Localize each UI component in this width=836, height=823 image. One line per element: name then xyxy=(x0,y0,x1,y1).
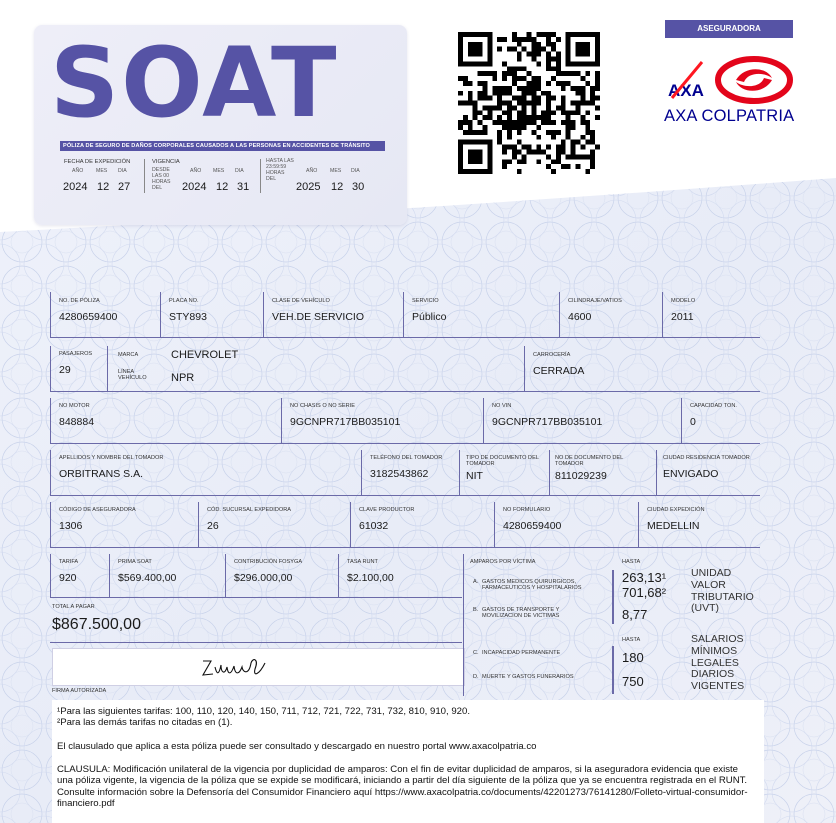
fecha-expedicion-label: FECHA DE EXPEDICIÓN xyxy=(64,159,131,165)
cell-divider xyxy=(160,292,161,338)
carroceria-label: CARROCERÍA xyxy=(533,352,571,358)
cell-tipo-doc xyxy=(466,455,546,482)
runt-value: $2.100,00 xyxy=(347,572,394,585)
amparo-a-letter: A. xyxy=(473,579,479,585)
motor-value: 848884 xyxy=(59,416,95,429)
cell-vin xyxy=(492,403,602,428)
pasajeros-value: 29 xyxy=(59,364,71,377)
amparo-d-value: 750 xyxy=(622,674,644,689)
cell-modelo xyxy=(671,298,695,323)
unit-uvt-line: UNIDAD xyxy=(691,567,732,579)
firma-label: FIRMA AUTORIZADA xyxy=(52,688,107,694)
placa-label: PLACA NO. xyxy=(169,298,199,304)
capacidad-label: CAPACIDAD TON. xyxy=(690,403,737,409)
marca-value: CHEVROLET xyxy=(171,349,239,361)
row-codes xyxy=(50,502,760,548)
total-label: TOTAL A PAGAR xyxy=(52,604,95,610)
unit-smldv-line: MÍNIMOS xyxy=(691,644,738,657)
cell-divider xyxy=(483,398,484,444)
desde-mes: 12 xyxy=(216,181,229,193)
hasta-label: HASTA LAS 23:59:59 HORAS DEL xyxy=(266,158,294,182)
clase-label: CLASE DE VEHÍCULO xyxy=(272,298,330,304)
unit-smldv-line: DIARIOS xyxy=(691,668,735,681)
exp-dia: 27 xyxy=(118,181,131,193)
ciudad-residencia-label: CIUDAD RESIDENCIA TOMADOR xyxy=(663,455,750,461)
cell-divider xyxy=(403,292,404,338)
formulario-label: NO FORMULARIO xyxy=(503,507,551,513)
cilindraje-label: CILINDRAJE/VATIOS xyxy=(568,298,622,304)
cell-divider xyxy=(559,292,560,338)
runt-label: TASA RUNT xyxy=(347,559,378,565)
cell-runt xyxy=(347,559,394,584)
linea-label: LÍNEA VEHÍCULO xyxy=(118,369,147,382)
num-doc-label: NO DE DOCUMENTO DEL TOMADOR xyxy=(555,455,624,468)
amparo-b-letter: B. xyxy=(473,607,479,613)
amparo-bracket-smldv xyxy=(612,646,614,694)
cell-divider xyxy=(656,450,657,496)
unit-uvt-line: (UVT) xyxy=(691,602,719,615)
cell-divider xyxy=(361,450,362,496)
cell-prima xyxy=(118,559,176,584)
cell-divider xyxy=(459,450,460,496)
cell-divider xyxy=(109,554,110,598)
cell-fosyga xyxy=(234,559,302,584)
poliza-label: NO. DE PÓLIZA xyxy=(59,298,100,304)
amparo-bracket-uvt xyxy=(612,570,614,624)
cell-divider xyxy=(107,346,108,392)
desde-dia-label: DIA xyxy=(235,168,244,174)
desde-mes-label: MES xyxy=(213,168,225,174)
cell-telefono xyxy=(370,455,442,480)
amparo-b-value: 8,77 xyxy=(622,607,648,622)
ciudad-expedicion-value: MEDELLIN xyxy=(647,520,700,533)
clausulado-note: El clausulado que aplica a esta póliza puede ser consultado y descargado en nuestro portal www.axacolpatria.co xyxy=(57,740,537,752)
cell-divider xyxy=(681,398,682,444)
cell-ciudad-residencia xyxy=(663,455,750,480)
fosyga-label: CONTRIBUCIÓN FOSYGA xyxy=(234,559,303,565)
sucursal-value: 26 xyxy=(207,520,219,533)
cell-tarifa xyxy=(59,559,78,584)
tarifa-value: 920 xyxy=(59,572,77,585)
amparos-title: AMPAROS POR VÍCTIMA xyxy=(470,559,536,565)
row-vehicle-type xyxy=(50,346,760,392)
insurer-name: AXA COLPATRIA xyxy=(664,107,795,125)
cell-num-doc xyxy=(555,455,625,482)
unit-smldv-line: LEGALES xyxy=(691,656,739,669)
amparo-d-text: MUERTE Y GASTOS FUNERARIOS xyxy=(482,674,574,680)
fosyga-value: $296.000,00 xyxy=(234,572,293,585)
total-value: $867.500,00 xyxy=(52,616,141,633)
motor-label: NO MOTOR xyxy=(59,403,90,409)
tomador-value: ORBITRANS S.A. xyxy=(59,468,144,481)
cell-cilindraje xyxy=(568,298,622,323)
amparo-a-text: GASTOS MEDICOS QUIRURGICOS, FARMACEUTICOS Y HOSPITALARIOS xyxy=(482,579,582,592)
row-rule xyxy=(50,597,462,598)
cell-divider xyxy=(281,398,282,444)
row-identifiers xyxy=(50,398,760,444)
cell-placa xyxy=(169,298,207,323)
svg-text:AXA: AXA xyxy=(668,81,704,100)
cell-motor xyxy=(59,403,94,428)
vin-value: 9GCNPR717BB035101 xyxy=(492,416,603,429)
capacidad-value: 0 xyxy=(690,416,696,429)
row-rule xyxy=(50,443,760,444)
clave-productor-value: 61032 xyxy=(359,520,389,533)
desde-label: DESDE LAS 00 HORAS DEL xyxy=(152,167,171,191)
amparo-d-letter: D. xyxy=(473,674,479,680)
exp-anio-label: AÑO xyxy=(72,168,84,174)
row-tomador xyxy=(50,450,760,496)
cell-divider xyxy=(263,292,264,338)
row-rule xyxy=(50,391,760,392)
signature-scribble xyxy=(53,649,464,685)
placa-value: STY893 xyxy=(169,311,207,324)
unit-smldv-line: VIGENTES xyxy=(691,680,745,692)
amparo-b-text: GASTOS DE TRANSPORTE Y MOVILIZACION DE VICTIMAS xyxy=(482,607,560,620)
cell-clase xyxy=(272,298,364,323)
row-rule xyxy=(50,547,760,548)
amparos-hasta-label-2: HASTA xyxy=(622,637,641,643)
servicio-value: Público xyxy=(412,311,447,324)
row-rule xyxy=(50,337,760,338)
desde-anio-label: AÑO xyxy=(190,168,202,174)
telefono-label: TELÉFONO DEL TOMADOR xyxy=(370,455,443,461)
cell-divider xyxy=(50,450,51,496)
row-vehicle-basics xyxy=(50,292,760,338)
tipo-doc-label: TIPO DE DOCUMENTO DEL TOMADOR xyxy=(466,455,539,468)
amparo-a-value-1: 263,13¹ xyxy=(622,570,667,585)
poliza-value: 4280659400 xyxy=(59,311,118,324)
unit-uvt-line: VALOR xyxy=(691,578,726,591)
qr-code-icon xyxy=(458,32,600,174)
cell-divider xyxy=(50,502,51,548)
hasta-anio: 2025 xyxy=(296,181,321,193)
sucursal-label: CÓD. SUCURSAL EXPEDIDORA xyxy=(207,507,292,513)
cell-divider xyxy=(50,554,51,598)
unit-smldv xyxy=(691,634,744,693)
cell-chasis xyxy=(290,403,400,428)
hasta-dia: 30 xyxy=(352,181,365,193)
tomador-label: APELLIDOS Y NOMBRE DEL TOMADOR xyxy=(59,455,164,461)
exp-anio: 2024 xyxy=(63,181,88,193)
unit-uvt-line: TRIBUTARIO xyxy=(691,590,754,603)
ciudad-residencia-value: ENVIGADO xyxy=(663,468,719,481)
defensoria-link[interactable]: Consulte información sobre la Defensoría del Consumidor Financiero aquí https://www.axacolpatria.co/documents/42201273/76141280/Folleto-virtual-consumidor-financiero.pdf xyxy=(57,786,748,809)
pasajeros-label: PASAJEROS xyxy=(59,351,93,357)
cell-clave-productor xyxy=(359,507,414,532)
desde-dia: 31 xyxy=(237,181,250,193)
cell-divider xyxy=(338,554,339,598)
cell-divider xyxy=(662,292,663,338)
exp-dia-label: DIA xyxy=(118,168,127,174)
modelo-label: MODELO xyxy=(671,298,696,304)
cell-divider xyxy=(50,346,51,392)
servicio-label: SERVICIO xyxy=(412,298,439,304)
tipo-doc-value: NIT xyxy=(466,469,483,482)
dates-area xyxy=(60,157,390,207)
aseguradora-tag: ASEGURADORA xyxy=(665,20,793,38)
desde-anio: 2024 xyxy=(182,181,207,193)
amparo-a-value-2: 701,68² xyxy=(622,585,667,600)
amparos-divider xyxy=(463,554,464,696)
cell-divider xyxy=(350,502,351,548)
clausula-text: CLAUSULA: Modificación unilateral de la vigencia por duplicidad de amparos: Con el fin de evitar duplicidad de amparos, si la aseguradora evidencia que existe una póliza vigente, la vigencia de la póliza que se expide se modificará, iniciando a partir del día siguiente de la póliza que ya se encuentra registrada en el RUNT. xyxy=(57,763,748,787)
cod-aseguradora-value: 1306 xyxy=(59,520,83,533)
date-divider xyxy=(144,159,145,193)
modelo-value: 2011 xyxy=(671,311,694,324)
cell-carroceria xyxy=(533,352,584,377)
prima-label: PRIMA SOAT xyxy=(118,559,152,565)
cell-sucursal xyxy=(207,507,291,532)
unit-smldv-line: SALARIOS xyxy=(691,633,744,645)
vigencia-label: VIGENCIA xyxy=(152,159,180,165)
hasta-dia-label: DIA xyxy=(351,168,360,174)
cell-divider xyxy=(50,292,51,338)
axa-colpatria-logo-icon xyxy=(664,56,794,104)
unit-uvt xyxy=(691,568,754,615)
num-doc-value: 811029239 xyxy=(555,469,607,482)
prima-value: $569.400,00 xyxy=(118,572,177,585)
soat-logo: SOAT xyxy=(50,27,339,139)
vin-label: NO VIN xyxy=(492,403,512,409)
linea-value: NPR xyxy=(171,372,195,384)
footnote-2: ²Para las demás tarifas no citadas en (1). xyxy=(57,717,233,729)
cell-divider xyxy=(50,398,51,444)
chasis-value: 9GCNPR717BB035101 xyxy=(290,416,401,429)
cell-divider xyxy=(549,450,550,496)
total-block xyxy=(52,604,141,634)
amparo-c-value: 180 xyxy=(622,650,644,665)
total-rule xyxy=(50,642,462,643)
hasta-mes-label: MES xyxy=(330,168,342,174)
formulario-value: 4280659400 xyxy=(503,520,562,533)
cell-poliza xyxy=(59,298,117,323)
cod-aseguradora-label: CÓDIGO DE ASEGURADORA xyxy=(59,507,136,513)
cell-divider xyxy=(198,502,199,548)
amparos-hasta-label: HASTA xyxy=(622,559,641,565)
footnote-1: ¹Para las siguientes tarifas: 100, 110, 120, 140, 150, 711, 712, 721, 722, 731, 732, 810, 910, 920. xyxy=(57,706,471,717)
cell-ciudad-expedicion xyxy=(647,507,705,532)
chasis-label: NO CHASIS O NO SERIE xyxy=(290,403,355,409)
soat-header-card xyxy=(34,25,407,225)
marca-label: MARCA xyxy=(118,352,139,358)
clase-value: VEH.DE SERVICIO xyxy=(272,311,364,324)
tarifa-label: TARIFA xyxy=(59,559,79,565)
ciudad-expedicion-label: CIUDAD EXPEDICIÓN xyxy=(647,507,705,513)
hasta-mes: 12 xyxy=(331,181,344,193)
clave-productor-label: CLAVE PRODUCTOR xyxy=(359,507,415,513)
cell-capacidad xyxy=(690,403,737,428)
cell-divider xyxy=(494,502,495,548)
cell-cod-aseguradora xyxy=(59,507,136,532)
row-tarifas xyxy=(50,554,462,598)
amparo-c-text: INCAPACIDAD PERMANENTE xyxy=(482,650,561,656)
soat-subtitle: PÓLIZA DE SEGURO DE DAÑOS CORPORALES CAUSADOS A LAS PERSONAS EN ACCIDENTES DE TRÁNSITO xyxy=(60,141,385,151)
row-rule xyxy=(50,495,760,496)
cilindraje-value: 4600 xyxy=(568,311,592,324)
cell-formulario xyxy=(503,507,561,532)
date-divider xyxy=(260,159,261,193)
cell-divider xyxy=(638,502,639,548)
carroceria-value: CERRADA xyxy=(533,365,585,378)
exp-mes-label: MES xyxy=(96,168,108,174)
cell-divider xyxy=(225,554,226,598)
footer-notes xyxy=(52,700,764,823)
exp-mes: 12 xyxy=(97,181,110,193)
hasta-anio-label: AÑO xyxy=(306,168,318,174)
telefono-value: 3182543862 xyxy=(370,468,429,481)
signature-box xyxy=(52,648,465,686)
cell-tomador xyxy=(59,455,163,480)
cell-divider xyxy=(524,346,525,392)
cell-servicio xyxy=(412,298,446,323)
amparo-c-letter: C. xyxy=(473,650,479,656)
cell-pasajeros xyxy=(59,351,92,376)
